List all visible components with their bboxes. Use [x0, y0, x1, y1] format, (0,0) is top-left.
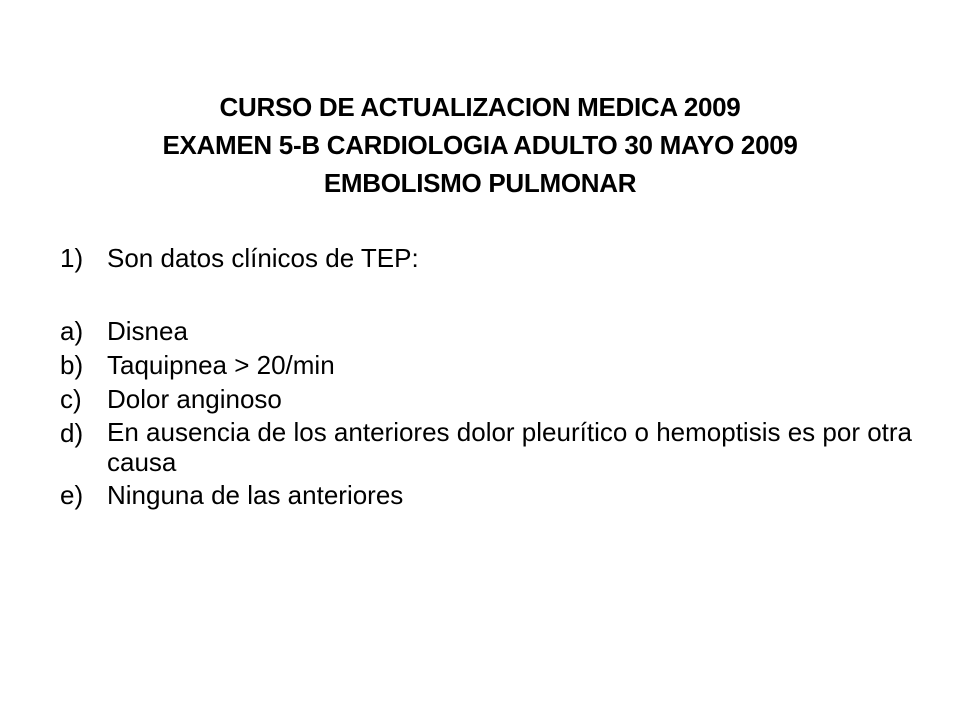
option-text: Taquipnea > 20/min — [107, 350, 335, 380]
option-text: Ninguna de las anteriores — [107, 480, 404, 510]
option-letter: b) — [60, 350, 84, 380]
title-exam: EXAMEN 5-B CARDIOLOGIA ADULTO 30 MAYO 2009 — [162, 130, 798, 160]
option-e — [60, 479, 920, 511]
title-course: CURSO DE ACTUALIZACION MEDICA 2009 — [219, 92, 741, 122]
answer-options — [60, 315, 920, 513]
slide-title — [0, 88, 960, 202]
option-a — [60, 315, 920, 347]
option-d — [60, 417, 920, 477]
question-number: 1) — [60, 243, 84, 273]
option-letter: a) — [60, 316, 84, 346]
title-topic: EMBOLISMO PULMONAR — [323, 168, 637, 198]
option-text: Dolor anginoso — [107, 384, 282, 414]
option-letter: e) — [60, 480, 84, 510]
option-letter: c) — [60, 384, 82, 414]
option-letter: d) — [60, 418, 84, 448]
option-b — [60, 349, 920, 381]
question-text: Son datos clínicos de TEP: — [107, 243, 419, 273]
option-c — [60, 383, 920, 415]
option-text: En ausencia de los anteriores dolor pleurítico o hemoptisis es por otra causa — [107, 417, 912, 477]
question — [60, 241, 419, 275]
option-text: Disnea — [107, 316, 188, 346]
